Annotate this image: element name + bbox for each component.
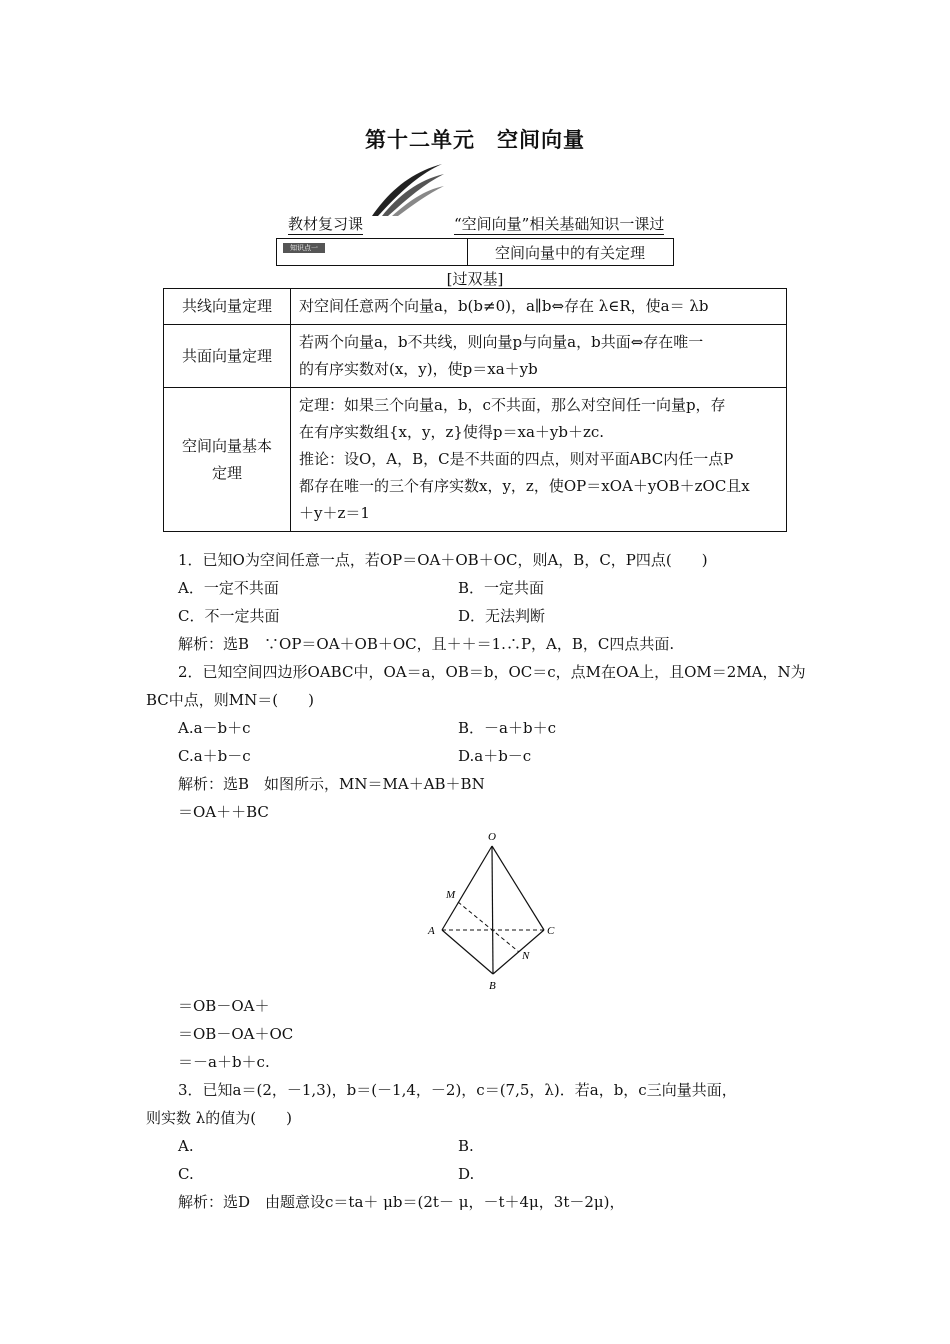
q3-option-b: B. bbox=[458, 1137, 474, 1155]
svg-text:B: B bbox=[489, 980, 496, 992]
q2-option-c: C.a＋b－c bbox=[178, 747, 251, 765]
tetrahedron-figure bbox=[420, 826, 570, 994]
q2-solution: 解析：选B 如图所示，MN＝MA＋AB＋BN bbox=[178, 775, 485, 793]
q2-option-b: B．－a＋b＋c bbox=[458, 719, 556, 737]
swoosh-decoration bbox=[368, 160, 448, 220]
theorem-name: 共线向量定理 bbox=[164, 289, 291, 325]
table-row bbox=[164, 388, 787, 532]
q2-solution-step: ＝OB－OA＋OC bbox=[178, 1025, 294, 1043]
table-row bbox=[164, 289, 787, 325]
course-label-right: “空间向量”相关基础知识一课过 bbox=[454, 215, 665, 233]
q2-stem-cont: BC中点，则MN＝( ) bbox=[146, 691, 314, 709]
course-label-left: 教材复习课 bbox=[288, 215, 364, 233]
theorem-content: 定理：如果三个向量a，b，c不共面，那么对空间任一向量p，存 在有序实数组{x，y，z}使得p＝xa＋yb＋zc. 推论：设O，A，B，C是不共面的四点，则对平面ABC内任一点P 都存在唯一的三个有序实数x，y，z，使OP＝xOA＋yOB＋zOC且x ＋y＋z＝1 bbox=[291, 388, 787, 532]
theorem-name: 共面向量定理 bbox=[164, 325, 291, 388]
q1-solution: 解析：选B ∵OP＝OA＋OB＋OC，且＋＋＝1.∴P，A，B，C四点共面. bbox=[178, 635, 675, 653]
theorems-table bbox=[163, 288, 787, 532]
knowledge-point-tag: 知识点一 bbox=[283, 243, 325, 253]
q3-stem-cont: 则实数 λ的值为( ) bbox=[146, 1109, 292, 1127]
knowledge-point-box bbox=[276, 238, 674, 266]
q1-stem: 1．已知O为空间任意一点，若OP＝OA＋OB＋OC，则A，B，C，P四点( ) bbox=[178, 551, 708, 569]
svg-text:A: A bbox=[428, 925, 435, 937]
q2-option-a: A.a－b＋c bbox=[178, 719, 251, 737]
knowledge-point-title: 空间向量中的有关定理 bbox=[494, 244, 645, 262]
q3-stem: 3．已知a＝(2，－1,3)，b＝(－1,4，－2)，c＝(7,5，λ)．若a，b，c三向量共面， bbox=[178, 1081, 737, 1099]
q2-stem: 2．已知空间四边形OABC中，OA＝a，OB＝b，OC＝c，点M在OA上，且OM＝2MA，N为 bbox=[178, 663, 806, 681]
q2-solution-step: ＝－a＋b＋c. bbox=[178, 1053, 270, 1071]
q1-option-a: A．一定不共面 bbox=[178, 579, 279, 597]
theorem-content: 对空间任意两个向量a，b(b≠0)，a∥b⇔存在 λ∈R，使a＝ λb bbox=[291, 289, 787, 325]
table-row bbox=[164, 325, 787, 388]
page-title: 第十二单元 空间向量 bbox=[365, 127, 585, 152]
svg-text:M: M bbox=[446, 889, 456, 901]
q1-option-c: C．不一定共面 bbox=[178, 607, 280, 625]
q3-option-c: C. bbox=[178, 1165, 194, 1183]
q3-option-d: D. bbox=[458, 1165, 475, 1183]
svg-text:O: O bbox=[488, 831, 496, 843]
q1-option-b: B．一定共面 bbox=[458, 579, 545, 597]
q2-solution-step: ＝OB－OA＋ bbox=[178, 997, 270, 1015]
svg-text:C: C bbox=[547, 925, 555, 937]
q2-option-d: D.a＋b－c bbox=[458, 747, 532, 765]
theorem-content: 若两个向量a，b不共线，则向量p与向量a，b共面⇔存在唯一 的有序实数对(x，y)，使p＝xa＋yb bbox=[291, 325, 787, 388]
q2-solution-step: ＝OA＋＋BC bbox=[178, 803, 269, 821]
q1-option-d: D．无法判断 bbox=[458, 607, 546, 625]
section-label: [过双基] bbox=[446, 270, 504, 288]
svg-text:N: N bbox=[522, 950, 530, 962]
theorem-name: 空间向量基本 定理 bbox=[164, 388, 291, 532]
q3-solution: 解析：选D 由题意设c＝ta＋ μb＝(2t－ μ，－t＋4μ，3t－2μ)， bbox=[178, 1193, 625, 1211]
q3-option-a: A. bbox=[178, 1137, 194, 1155]
